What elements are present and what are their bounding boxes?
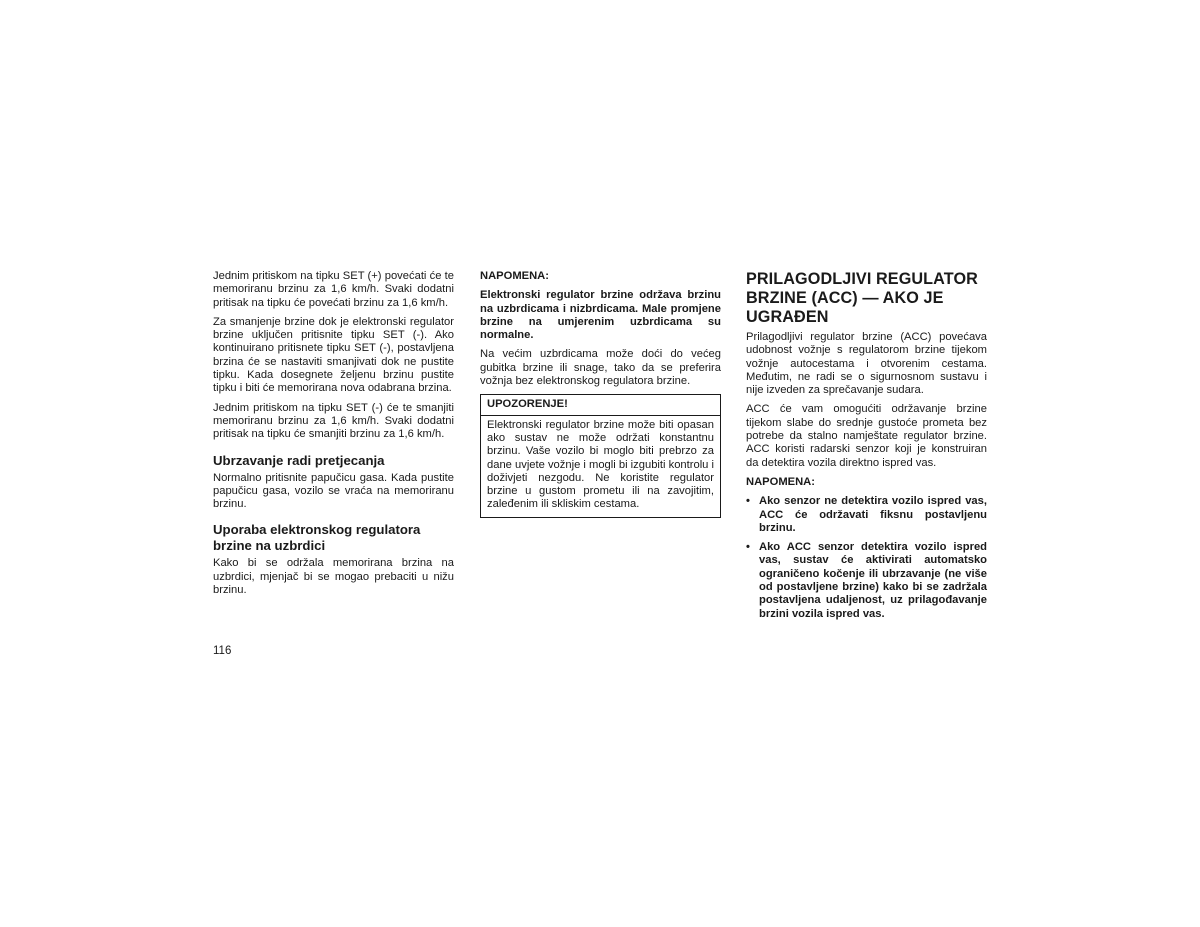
right-column bbox=[746, 270, 987, 627]
acc-note-label: NAPOMENA: bbox=[746, 475, 815, 488]
middle-column bbox=[480, 270, 721, 518]
bullet-icon: • bbox=[746, 495, 750, 508]
section-title-acc: PRILAGODLJIVI REGULATOR BRZINE (ACC) — AKO JE UGRAĐEN bbox=[746, 270, 978, 326]
paragraph-set-minus-hold: Za smanjenje brzine dok je elektronski regulator brzine uključen pritisnite tipku SET (-). Ako kontinuirano pritisnete tipku SET (-), postavljena brzina će se nastaviti smanjivati dok ne pustite tipku. Kada dosegnete željenu brzinu pustite tipku i biti će memorirana nova odabrana brzina. bbox=[213, 315, 454, 395]
left-column bbox=[213, 270, 454, 603]
warning-text: Elektronski regulator brzine može biti opasan ako sustav ne može održati konstantnu brzinu. Vaše vozilo bi moglo biti prebrzo za dane uvjete vožnje i mogli bi izgubiti kontrolu i doživjeti nezgodu. Ne koristite regulator brzine u gustom prometu ili na zavojitim, zaleđenim ili skliskim cestama. bbox=[487, 418, 714, 511]
list-item bbox=[746, 495, 987, 535]
paragraph-uphill: Kako bi se održala memorirana brzina na uzbrdici, mjenjač bi se mogao prebaciti u nižu brzinu. bbox=[213, 557, 454, 597]
acc-note-list bbox=[746, 495, 987, 621]
paragraph-set-minus-tap: Jednim pritiskom na tipku SET (-) će te smanjiti memoriranu brzinu za 1,6 km/h. Svaki dodatni pritisak na tipku će smanjiti brzinu za 1,6 km/h. bbox=[213, 401, 454, 441]
warning-box bbox=[480, 394, 721, 517]
heading-uphill: Uporaba elektronskog regulatora brzine na uzbrdici bbox=[213, 522, 421, 554]
paragraph-acc-intro: Prilagodljivi regulator brzine (ACC) povećava udobnost vožnje s regulatorom brzine tijekom vožnje autocestama i otvorenim cestama. Međutim, ne radi se o sigurnosnom sustavu i nije izveden za sprečavanje sudara. bbox=[746, 331, 987, 397]
note-text: Elektronski regulator brzine održava brzinu na uzbrdicama i nizbrdicama. Male promjene brzine na umjerenim uzbrdicama su normalne. bbox=[480, 289, 721, 342]
list-item-text: Ako senzor ne detektira vozilo ispred vas, ACC će održavati fiksnu postavljenu brzinu. bbox=[759, 495, 987, 534]
page-number: 116 bbox=[213, 645, 232, 657]
paragraph-steep-hills: Na većim uzbrdicama može doći do većeg gubitka brzine ili snage, tako da se preferira vožnja bez elektronskog regulatora brzine. bbox=[480, 348, 721, 388]
heading-overtaking: Ubrzavanje radi pretjecanja bbox=[213, 452, 385, 468]
bullet-icon: • bbox=[746, 541, 750, 554]
list-item bbox=[746, 541, 987, 621]
note-label: NAPOMENA: bbox=[480, 270, 549, 282]
list-item-text: Ako ACC senzor detektira vozilo ispred vas, sustav će aktivirati automatsko ograničeno kočenje ili ubrzavanje (ne više od postavljene brzine) kako bi se zadržala postavljena udaljenost, uz prilagođavanje brzini vozila ispred vas. bbox=[759, 541, 987, 620]
warning-title: UPOZORENJE! bbox=[481, 398, 720, 415]
paragraph-acc-radar: ACC će vam omogućiti održavanje brzine tijekom slabe do srednje gustoće prometa bez potrebe da stalno namještate regulator brzine. ACC koristi radarski senzor koji je konstruiran da detektira vozila direktno ispred vas. bbox=[746, 403, 987, 469]
paragraph-set-plus: Jednim pritiskom na tipku SET (+) povećati će te memoriranu brzinu za 1,6 km/h. Svaki dodatni pritisak na tipku će povećati brzinu za 1,6 km/h. bbox=[213, 270, 454, 309]
paragraph-overtaking: Normalno pritisnite papučicu gasa. Kada pustite papučicu gasa, vozilo se vraća na memoriranu brzinu. bbox=[213, 471, 454, 511]
